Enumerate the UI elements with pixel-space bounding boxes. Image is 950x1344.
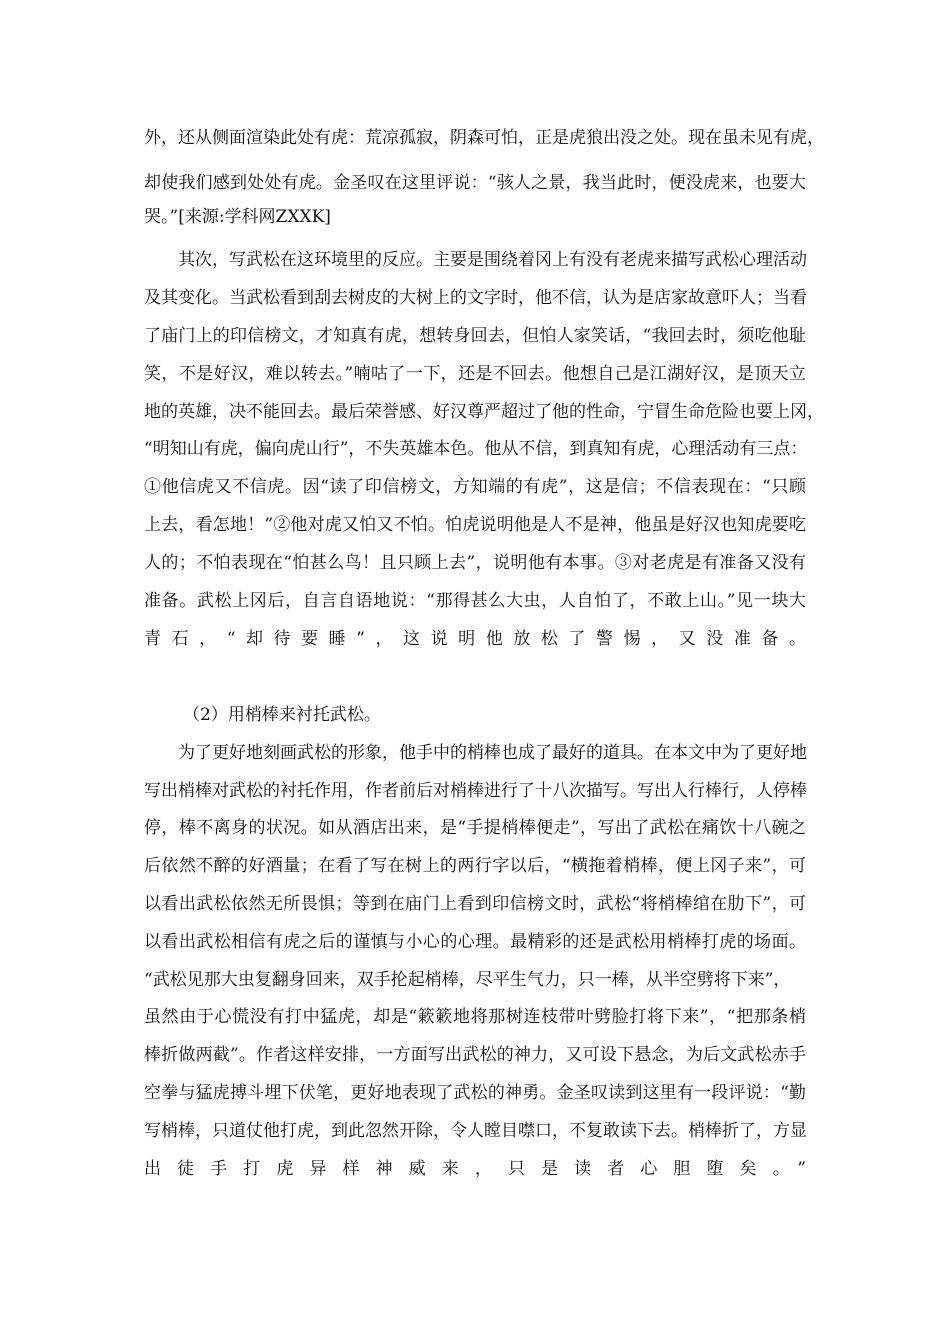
text-line: 写出梢棒对武松的衬托作用，作者前后对梢棒进行了十八次描写。写出人行棒行，人停棒 [144,781,807,801]
text-line: 写梢棒，只道仗他打虎，到此忽然开除，令人瞠目噤口，不复敢读下去。梢棒折了，方显 [144,1121,807,1141]
text-line: 上去，看怎地！”②他对虎又怕又不怕。怕虎说明他是人不是神，他虽是好汉也知虎要吃 [144,515,806,535]
text-line: 地的英雄，决不能回去。最后荣誉感、好汉尊严超过了他的性命，宁冒生命危险也要上冈， [144,402,824,422]
text-line: 人的；不怕表现在“怕甚么鸟！且只顾上去”，说明他有本事。③对老虎是有准备又没有 [144,553,806,573]
section-heading: （2）用梢棒来衬托武松。 [183,705,381,725]
text-line: 外，还从侧面渲染此处有虎：荒凉孤寂，阴森可怕，正是虎狼出没之处。现在虽未见有虎， [144,128,824,148]
text-line: 以看出武松相信有虎之后的谨慎与小心的心理。最精彩的还是武松用梢棒打虎的场面。 [144,932,806,952]
text-line: 空拳与猛虎搏斗埋下伏笔，更好地表现了武松的神勇。金圣叹读到这里有一段评说：“勤 [144,1083,806,1103]
text-line: 哭。”[来源:学科网ZXXK] [144,207,331,227]
text-line: 停，棒不离身的状况。如从酒店出来，是“手提梢棒便走”，写出了武松在痛饮十八碗之 [144,818,806,838]
text-line: 其次，写武松在这环境里的反应。主要是围绕着冈上有没有老虎来描写武松心理活动 [178,250,807,270]
text-line: 以看出武松依然无所畏惧；等到在庙门上看到印信榜文时，武松“将梢棒绾在肋下”，可 [144,894,806,914]
text-line: 笑，不是好汉，难以转去。”喃咕了一下，还是不回去。他想自己是江湖好汉，是顶天立 [144,364,806,384]
text-line: “武松见那大虫复翻身回来，双手抡起梢棒，尽平生气力，只一棒，从半空劈将下来”， [144,970,791,990]
text-line: 为了更好地刻画武松的形象，他手中的梢棒也成了最好的道具。在本文中为了更好地 [178,743,807,763]
text-line: 及其变化。当武松看到刮去树皮的大树上的文字时，他不信，认为是店家故意吓人；当看 [144,288,807,308]
text-line: 却使我们感到处处有虎。金圣叹在这里评说：“骇人之景，我当此时，便没虎来，也要大 [144,173,806,193]
text-line: 青石，“却待要睡”，这说明他放松了警惕，又没准备。 [144,629,806,649]
text-line: 虽然由于心慌没有打中猛虎，却是“簌簌地将那树连枝带叶劈脸打将下来”，“把那条梢 [144,1007,806,1027]
text-line: 准备。武松上冈后，自言自语地说：“那得甚么大虫，人自怕了，不敢上山。”见一块大 [144,591,806,611]
text-line: 后依然不醉的好酒量；在看了写在树上的两行字以后，“横拖着梢棒，便上冈子来”，可 [144,856,806,876]
text-line: “明知山有虎，偏向虎山行”，不失英雄本色。他从不信，到真知有虎，心理活动有三点： [144,439,808,459]
text-line: 了庙门上的印信榜文，才知真有虎，想转身回去，但怕人家笑话，“我回去时，须吃他耻 [144,326,806,346]
text-line: 出徒手打虎异样神威来，只是读者心胆堕矣。” [144,1159,806,1179]
text-line: 棒折做两截”。作者这样安排，一方面写出武松的神力，又可设下悬念，为后文武松赤手 [144,1045,806,1065]
text-line: ①他信虎又不信虎。因“读了印信榜文，方知端的有虎”，这是信；不信表现在：“只顾 [144,477,806,497]
